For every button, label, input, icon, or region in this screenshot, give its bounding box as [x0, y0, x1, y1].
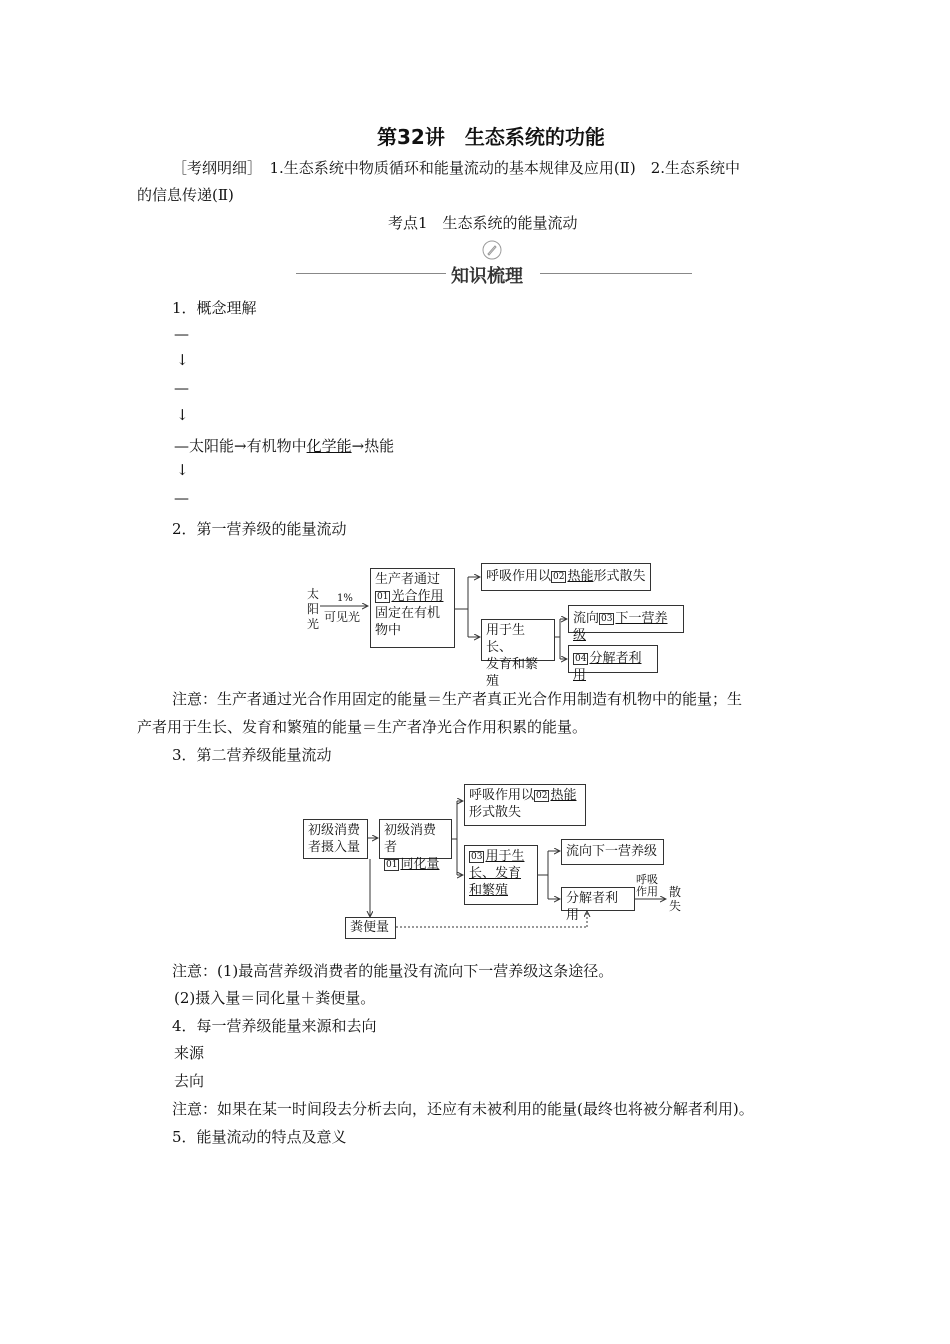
- d1-producer-line-4: 物中: [375, 623, 402, 638]
- d2-growth-box: [464, 845, 538, 905]
- d2-lost-a: 散: [669, 885, 682, 899]
- d2-respiration-box: [464, 784, 586, 826]
- s1-dash-3: —: [174, 489, 189, 507]
- d2-next-level-box: 流向下一营养级: [561, 839, 664, 865]
- s4-note: 注意：如果在某一时间段去分析去向，还应有未被利用的能量(最终也将被分解者利用)。: [172, 1100, 754, 1118]
- d1-producer-line-3: 固定在有机: [375, 606, 441, 621]
- page-title: 第32讲 生态系统的功能: [377, 125, 605, 149]
- d1-num-01: 01: [377, 592, 389, 602]
- note2-line-1: 注意：(1)最高营养级消费者的能量没有流向下一营养级这条途径。: [172, 962, 614, 980]
- d2-breath-b: 作用: [636, 885, 658, 898]
- d2-breath-a: 呼吸: [636, 873, 658, 886]
- d2-intake-box: [303, 819, 368, 859]
- banner-title: 知识梳理: [451, 266, 523, 287]
- d2-growth-blank-c: 和繁殖: [469, 883, 509, 898]
- d1-growth-line-2: 发育和繁殖: [486, 657, 539, 689]
- d1-producer-line-1: 生产者通过: [375, 572, 441, 587]
- section-title: 考点1 生态系统的能量流动: [388, 214, 578, 232]
- d1-num-04: 04: [575, 654, 587, 664]
- d2-num-02: 02: [536, 791, 548, 801]
- d2-assimilation-box: [379, 819, 452, 872]
- d2-decomposer-box: 分解者利用: [561, 887, 635, 911]
- s1-arrow-2: ↓: [176, 406, 189, 424]
- d1-sun-3: 光: [307, 617, 320, 631]
- s4-source: 来源: [174, 1044, 205, 1062]
- d2-lost-label: [669, 885, 681, 913]
- d2-resp-blank: 热能: [550, 788, 577, 803]
- d1-producer-blank: 光合作用: [391, 589, 444, 604]
- s5-heading: 5．能量流动的特点及意义: [172, 1128, 347, 1146]
- s1-arrow-3: ↓: [176, 461, 189, 479]
- syllabus-line-2: 的信息传递(Ⅱ): [137, 186, 234, 204]
- d1-growth-line-1: 用于生长、: [486, 623, 526, 655]
- d2-resp-line-2: 形式散失: [469, 805, 522, 820]
- d2-feces-box: 粪便量: [345, 917, 396, 939]
- d2-assim-line-1: 初级消费者: [384, 823, 437, 855]
- note1-line-2: 产者用于生长、发育和繁殖的能量＝生产者净光合作用积累的能量。: [137, 718, 588, 736]
- d2-assim-blank: 同化量: [400, 857, 440, 872]
- s4-destination: 去向: [174, 1072, 205, 1090]
- s3-heading: 3．第二营养级能量流动: [172, 746, 332, 764]
- d2-resp-line-1: [469, 787, 581, 804]
- s2-heading: 2．第一营养级的能量流动: [172, 520, 347, 538]
- d2-resp-pre: 呼吸作用以: [469, 788, 535, 803]
- s1-heading: 1．概念理解: [172, 299, 257, 317]
- s1-dash-2: —: [174, 379, 189, 397]
- s1-arrow-1: ↓: [176, 351, 189, 369]
- d1-sun-2: 阳: [307, 602, 320, 616]
- d2-num-01: 01: [386, 860, 398, 870]
- d1-flow-pre: 流向: [573, 611, 600, 626]
- s1-dash-1: —: [174, 325, 189, 343]
- d1-resp-blank: 热能: [567, 569, 594, 584]
- d1-percent: 1%: [337, 593, 353, 604]
- d2-num-03: 03: [471, 852, 483, 862]
- d2-lost-b: 失: [669, 899, 682, 913]
- d2-assim-line-2: [384, 856, 447, 873]
- s4-heading: 4．每一营养级能量来源和去向: [172, 1017, 377, 1035]
- d2-intake-line-1: 初级消费: [308, 823, 361, 838]
- syllabus-line-1: ［考纲明细］ 1.生态系统中物质循环和能量流动的基本规律及应用(Ⅱ) 2.生态系统中: [172, 159, 741, 177]
- d2-growth-line-1: [469, 848, 533, 865]
- note2-line-2: (2)摄入量＝同化量＋粪便量。: [174, 989, 376, 1007]
- d2-respiration-label: [636, 874, 658, 898]
- d1-decomp-blank: 分解者利用: [573, 651, 642, 683]
- d2-growth-blank-a: 用于生: [485, 849, 525, 864]
- note1-line-1: 注意：生产者通过光合作用固定的能量＝生产者真正光合作用制造有机物中的能量；生: [172, 690, 743, 708]
- d1-sun-1: 太: [307, 587, 320, 601]
- s1-chain-blank: 化学能: [306, 437, 352, 455]
- d2-intake-line-2: 者摄入量: [308, 840, 361, 855]
- d1-resp-post: 形式散失: [593, 569, 646, 584]
- s1-chain-pre: —太阳能→有机物中: [174, 437, 307, 455]
- d1-num-02: 02: [553, 572, 565, 582]
- d1-num-03: 03: [601, 614, 613, 624]
- s1-chain-post: →热能: [351, 437, 395, 455]
- d2-growth-blank-b: 长、发育: [469, 866, 522, 881]
- d1-visible-light: 可见光: [324, 610, 361, 624]
- d1-flow-blank: 下一营养级: [573, 611, 668, 643]
- d1-resp-pre: 呼吸作用以: [486, 569, 552, 584]
